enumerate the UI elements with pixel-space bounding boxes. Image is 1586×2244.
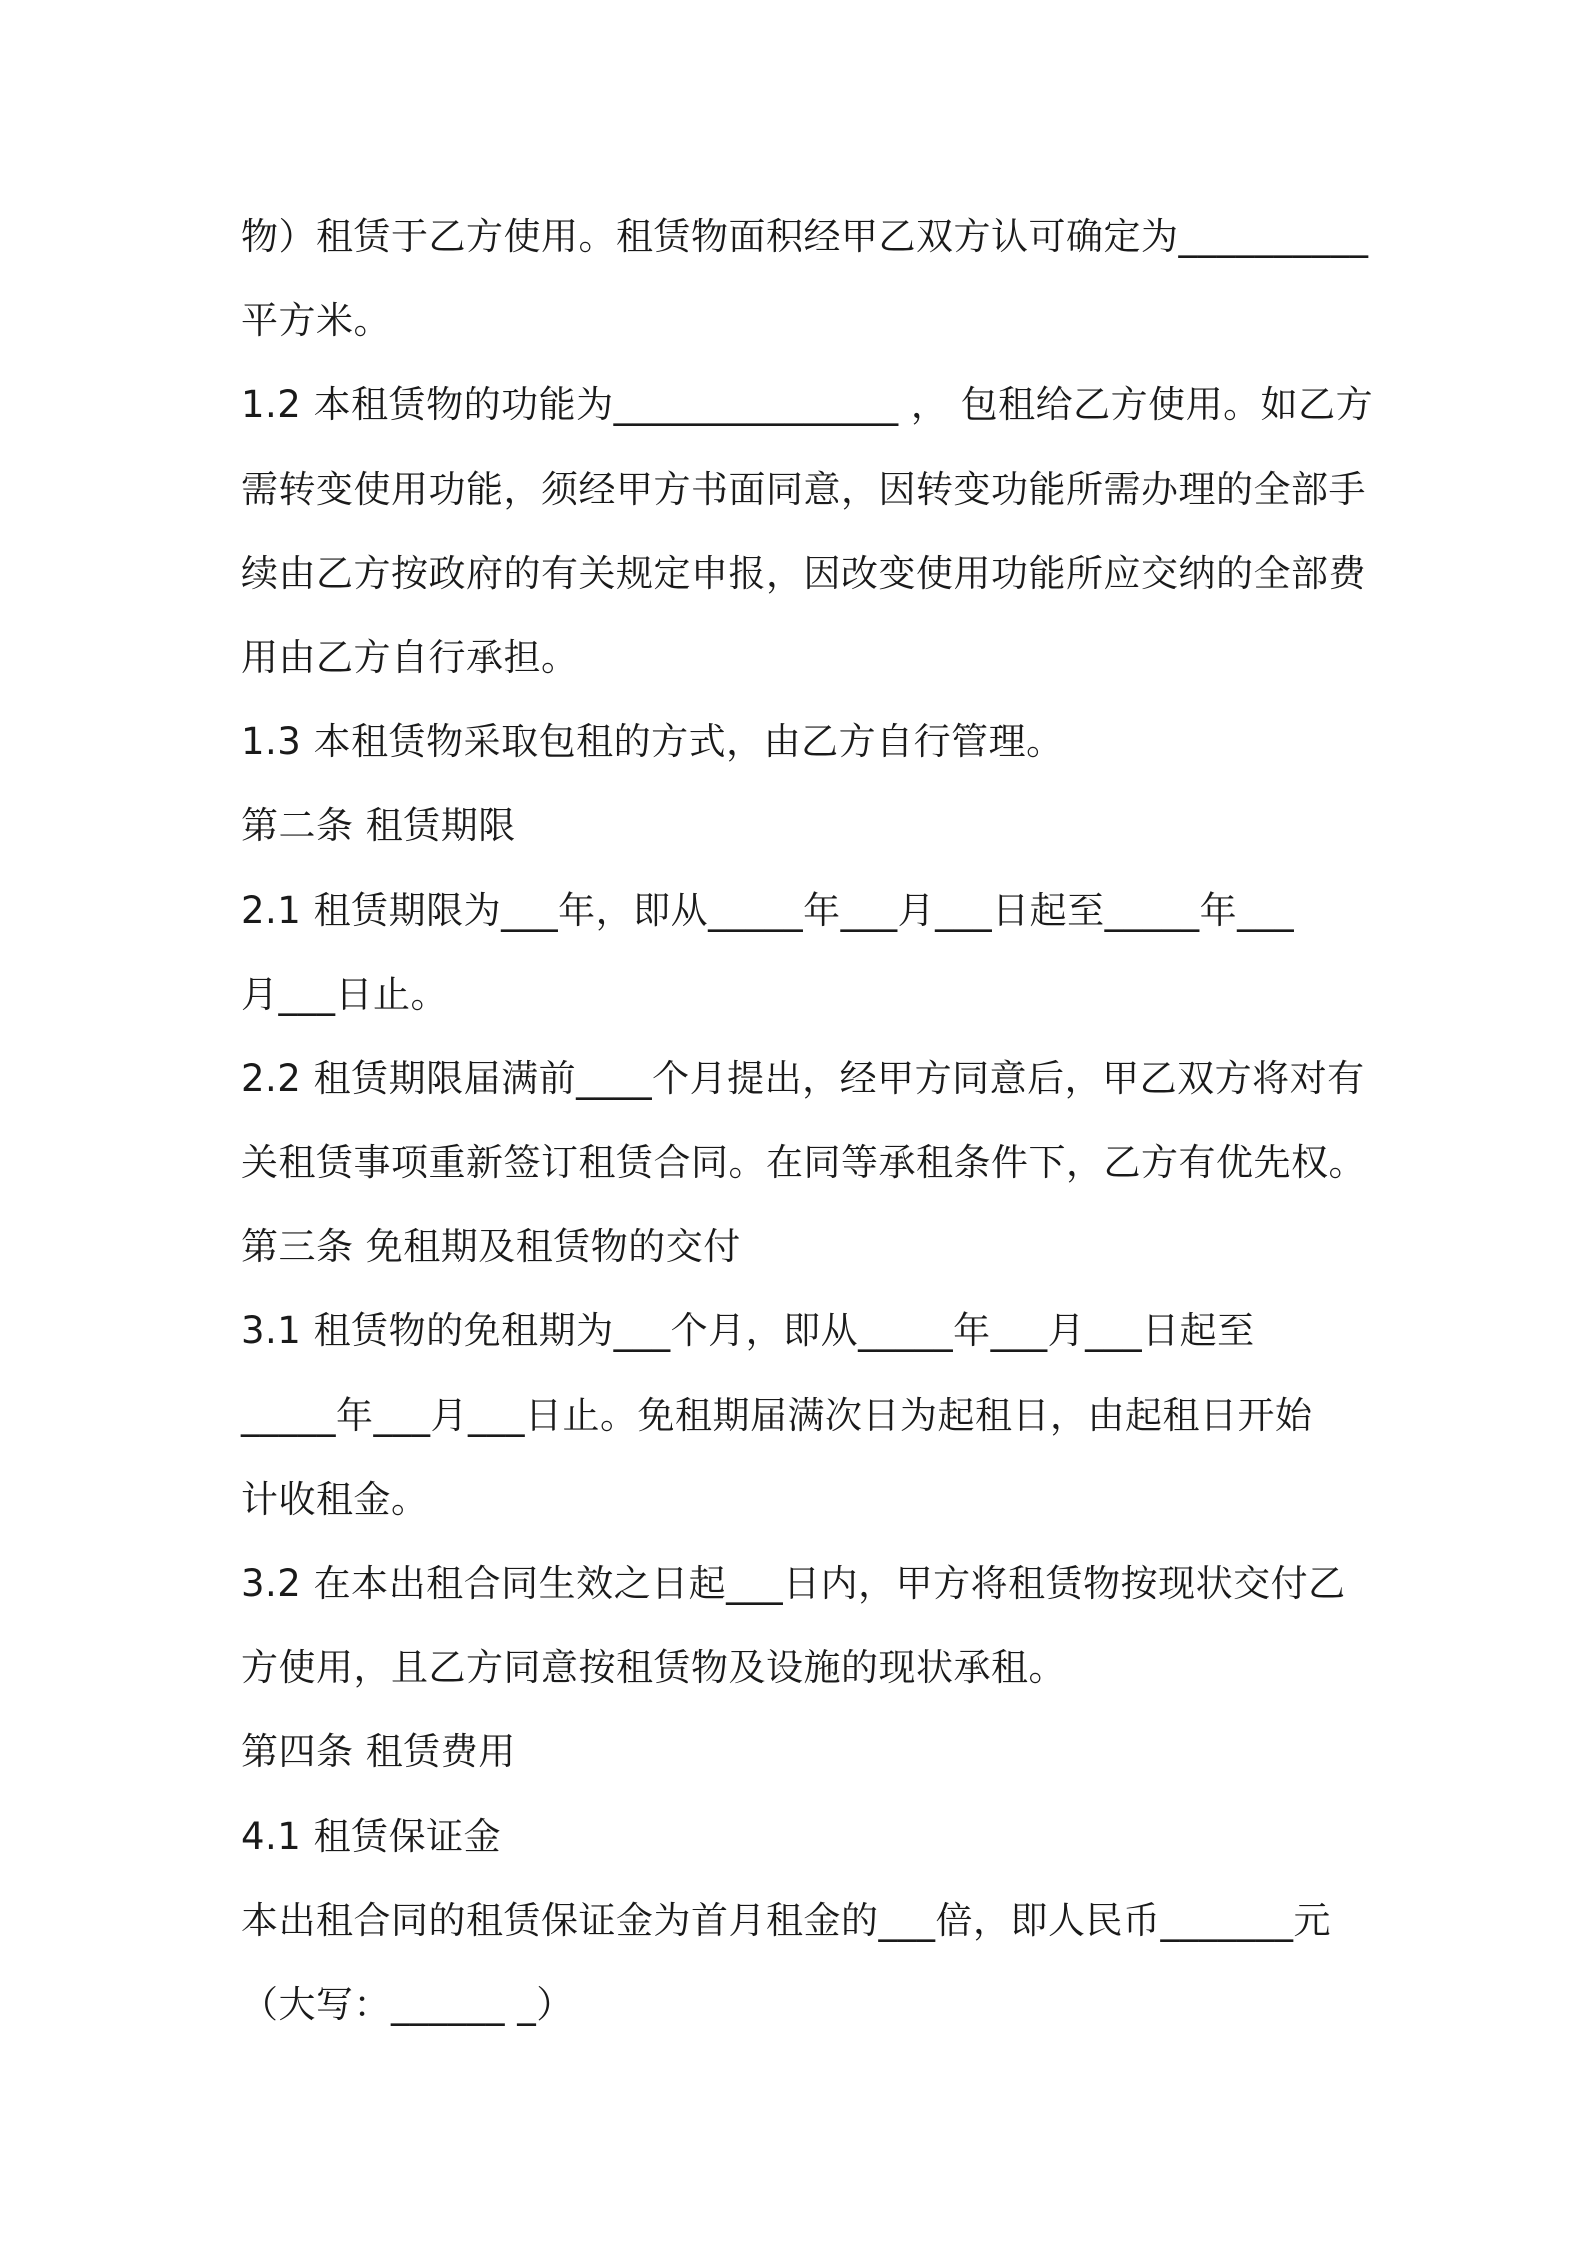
article-4-heading: 第四条 租赁费用 — [241, 1730, 516, 1774]
article-3-heading: 第三条 免租期及租赁物的交付 — [241, 1225, 741, 1269]
text-line: 本出租合同的租赁保证金为首月租金的___倍，即人民币_______元 — [241, 1898, 1331, 1942]
text-line: 需转变使用功能，须经甲方书面同意，因转变功能所需办理的全部手 — [241, 467, 1366, 511]
text-line: 计收租金。 — [241, 1477, 429, 1521]
text-line: 物）租赁于乙方使用。租赁物面积经甲乙双方认可确定为__________ — [241, 215, 1369, 258]
clause-3-2: 3.2 在本出租合同生效之日起___日内，甲方将租赁物按现状交付乙 — [241, 1562, 1346, 1605]
clause-1-2: 1.2 本租赁物的功能为_______________ ， 包租给乙方使用。如乙方 — [241, 383, 1374, 427]
text-line: 用由乙方自行承担。 — [241, 635, 579, 679]
clause-2-1: 2.1 租赁期限为___年，即从_____年___月___日起至_____年___ — [241, 888, 1295, 932]
clause-2-2: 2.2 租赁期限届满前____个月提出，经甲方同意后，甲乙双方将对有 — [241, 1056, 1365, 1100]
text-line: （大写：______ _） — [241, 1982, 574, 2026]
text-line: 平方米。 — [241, 299, 391, 343]
clause-3-1: 3.1 租赁物的免租期为___个月，即从_____年___月___日起至 — [241, 1309, 1255, 1353]
contract-page — [241, 195, 1374, 2047]
text-line: 方使用，且乙方同意按租赁物及设施的现状承租。 — [241, 1646, 1066, 1690]
text-line: 关租赁事项重新签订租赁合同。在同等承租条件下，乙方有优先权。 — [241, 1141, 1366, 1185]
clause-1-3: 1.3 本租赁物采取包租的方式，由乙方自行管理。 — [241, 720, 1064, 764]
article-2-heading: 第二条 租赁期限 — [241, 804, 516, 848]
text-line: 续由乙方按政府的有关规定申报，因改变使用功能所应交纳的全部费 — [241, 551, 1366, 595]
text-line: 月___日止。 — [241, 972, 448, 1016]
text-line: _____年___月___日止。免租期届满次日为起租日，由起租日开始 — [241, 1393, 1313, 1437]
clause-4-1-heading: 4.1 租赁保证金 — [241, 1814, 502, 1858]
